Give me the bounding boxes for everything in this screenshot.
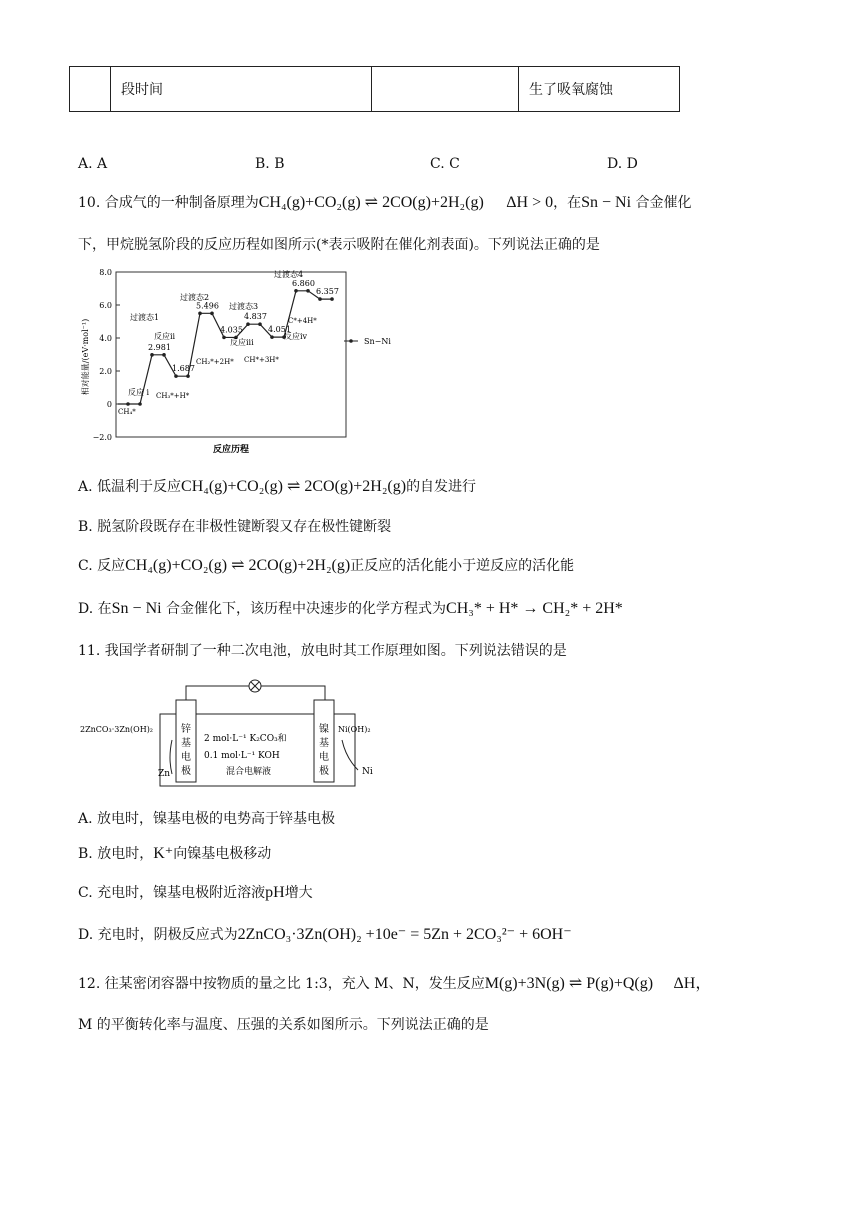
- table-cell: [70, 67, 111, 112]
- q11-option-d: [78, 924, 572, 944]
- left-arrow: [170, 740, 172, 774]
- q12-stem-line1: [78, 970, 711, 993]
- left-compound-label: 2ZnCO₃·3Zn(OH)₂: [80, 725, 154, 734]
- state-c: C*+4H*: [288, 317, 317, 325]
- q10-option-a: [78, 476, 476, 496]
- table-cell: 生了吸氧腐蚀: [519, 67, 680, 112]
- option-text: D. 在: [78, 601, 112, 617]
- table-cell: 段时间: [111, 67, 372, 112]
- data-point: [198, 312, 202, 316]
- legend-marker: [349, 339, 353, 343]
- svg-text:基: 基: [181, 738, 191, 749]
- data-point: [222, 336, 226, 340]
- value-label: 1.687: [172, 364, 195, 374]
- option-text: B. 放电时，: [78, 846, 154, 862]
- option-text: C. 反应: [78, 558, 126, 574]
- option-text: 合金催化下，该历程中决速步的化学方程式为: [166, 601, 447, 617]
- data-point: [162, 353, 166, 357]
- alloy-formula: Sn − Ni: [111, 600, 162, 617]
- electrolyte-line2: 0.1 mol·L⁻¹ KOH: [204, 751, 280, 761]
- data-point: [270, 335, 274, 339]
- option-text: 正反应的活化能小于逆反应的活化能: [350, 558, 575, 574]
- equation: CH₄(g)+CO₂(g) ⇌ 2CO(g)+2H₂(g): [258, 194, 484, 211]
- value-label: 4.035: [220, 325, 243, 335]
- r1-label: 反应 i: [128, 388, 150, 397]
- data-point: [126, 402, 130, 406]
- option-a: A. A: [78, 156, 108, 172]
- data-point: [318, 297, 322, 301]
- r2-label: 反应ii: [154, 332, 176, 341]
- option-text: D. 充电时，阴极反应式为: [78, 927, 238, 943]
- equation: M(g)+3N(g) ⇌ P(g)+Q(g): [484, 975, 654, 992]
- energy-profile-chart: [78, 262, 408, 462]
- q11-stem: 11. 我国学者研制了一种二次电池，放电时其工作原理如图。下列说法错误的是: [78, 643, 567, 659]
- svg-text:电: 电: [181, 752, 191, 763]
- option-b: B. B: [255, 156, 285, 172]
- data-point: [306, 289, 310, 293]
- y-tick-label: −2.0: [92, 433, 112, 442]
- q10-stem-line1: [78, 192, 691, 212]
- q11-option-a: A. 放电时，镍基电极的电势高于锌基电极: [78, 811, 336, 827]
- q10-option-c: [78, 555, 574, 575]
- table-cell: [372, 67, 519, 112]
- alloy-formula: Sn − Ni: [581, 194, 632, 211]
- y-tick-label: 0: [106, 400, 112, 409]
- value-label: 2.981: [148, 342, 171, 352]
- right-arrow: [342, 740, 358, 770]
- state-ch2: CH₂*+2H*: [196, 358, 234, 366]
- q11-option-c: [78, 882, 313, 902]
- svg-text:锌: 锌: [181, 724, 191, 735]
- q11-option-b: [78, 843, 271, 863]
- option-text: 增大: [284, 885, 313, 901]
- data-point: [210, 312, 214, 316]
- data-point: [246, 322, 250, 326]
- electrolyte-line1: 2 mol·L⁻¹ K₂CO₃和: [204, 734, 287, 744]
- battery-diagram: [80, 678, 410, 788]
- ts3-label: 过渡态3: [229, 302, 259, 311]
- electrolyte-line3: 混合电解液: [226, 767, 272, 777]
- equation: CH₃* + H* → CH₂* + 2H*: [446, 600, 623, 617]
- option-text: 向镍基电极移动: [173, 846, 272, 862]
- ts4-label: 过渡态4: [274, 270, 304, 279]
- q10-stem-line2: 下，甲烷脱氢阶段的反应历程如图所示(*表示吸附在催化剂表面)。下列说法正确的是: [78, 237, 600, 253]
- table-row: [70, 67, 680, 112]
- y-tick-label: 6.0: [99, 301, 112, 310]
- state-ch3: CH₃*+H*: [156, 392, 190, 400]
- value-label: 4.837: [244, 312, 267, 322]
- answer-table: [69, 66, 680, 112]
- ph-symbol: pH: [265, 884, 285, 901]
- state-ch: CH*+3H*: [244, 356, 279, 364]
- data-point: [138, 402, 142, 406]
- svg-text:极: 极: [319, 766, 329, 777]
- svg-text:镍: 镍: [319, 724, 329, 735]
- data-point: [294, 289, 298, 293]
- option-c: C. C: [430, 156, 460, 172]
- option-d: D. D: [607, 156, 638, 172]
- right-compound-label: Ni(OH)₂: [338, 725, 371, 734]
- r4-label: 反应iv: [284, 332, 308, 341]
- data-point: [186, 374, 190, 378]
- zn-label: Zn: [158, 769, 171, 779]
- svg-text:电: 电: [319, 752, 329, 763]
- q10-text: 合金催化: [635, 195, 692, 211]
- y-tick-label: 2.0: [99, 367, 112, 376]
- value-label: 5.496: [196, 301, 219, 311]
- value-label: 6.357: [316, 287, 339, 297]
- equation: CH₄(g)+CO₂(g) ⇌ 2CO(g)+2H₂(g): [181, 478, 407, 495]
- q10-option-b: B. 脱氢阶段既存在非极性键断裂又存在极性键断裂: [78, 519, 392, 535]
- value-label: 4.051: [268, 325, 291, 335]
- svg-text:极: 极: [181, 766, 191, 777]
- equation: CH₄(g)+CO₂(g) ⇌ 2CO(g)+2H₂(g): [125, 557, 351, 574]
- state-ch4: CH₄*: [118, 408, 136, 416]
- delta-h: ΔH，: [673, 975, 712, 992]
- r3-label: 反应iii: [230, 338, 254, 347]
- y-axis-label: 相对能量/(eV·mol⁻¹): [81, 318, 90, 396]
- y-tick-label: 4.0: [99, 334, 112, 343]
- q10-text: ，在: [553, 195, 582, 211]
- ni-label: Ni: [362, 767, 373, 777]
- data-point: [330, 297, 334, 301]
- q12-text: 12. 往某密闭容器中按物质的量之比 1:3，充入 M、N，发生反应: [78, 976, 485, 992]
- equation: 2ZnCO₃·3Zn(OH)₂ +10e⁻ = 5Zn + 2CO₃²⁻ + 6OH⁻: [237, 926, 572, 943]
- option-text: 的自发进行: [406, 479, 477, 495]
- option-text: A. 低温利于反应: [78, 479, 182, 495]
- ts2-label: 过渡态2: [180, 293, 210, 302]
- data-point: [174, 374, 178, 378]
- q10-option-d: [78, 598, 623, 618]
- value-label: 6.860: [292, 278, 315, 288]
- q12-stem-line2: M 的平衡转化率与温度、压强的关系如图所示。下列说法正确的是: [78, 1017, 489, 1033]
- data-point: [258, 322, 262, 326]
- legend-text: Sn−Ni: [364, 337, 391, 346]
- ion-formula: K⁺: [153, 845, 174, 862]
- svg-text:基: 基: [319, 738, 329, 749]
- y-tick-label: 8.0: [99, 268, 112, 277]
- ts1-label: 过渡态1: [130, 313, 160, 322]
- option-text: C. 充电时，镍基电极附近溶液: [78, 885, 266, 901]
- x-axis-label: 反应历程: [212, 445, 250, 455]
- delta-h: ΔH > 0: [506, 194, 554, 211]
- data-point: [150, 353, 154, 357]
- q10-text: 10. 合成气的一种制备原理为: [78, 195, 259, 211]
